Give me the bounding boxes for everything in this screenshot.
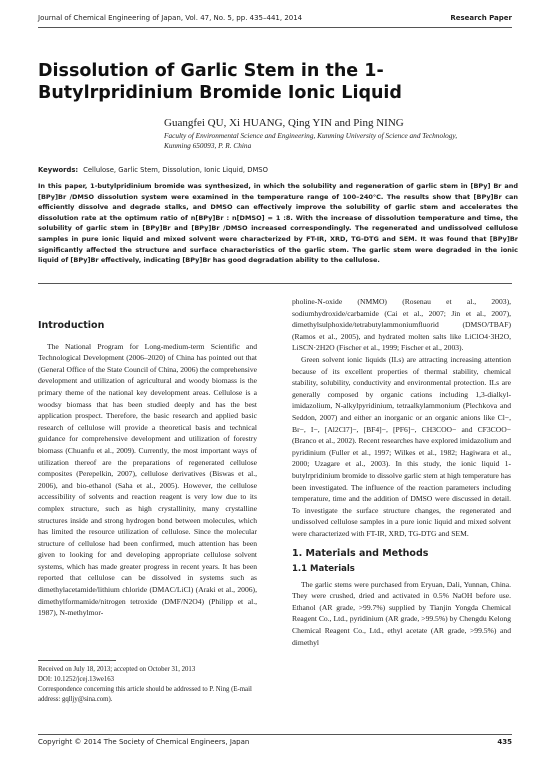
correspondence-note: Correspondence concerning this article should be addressed to P. Ning (E-mail address: gqlljy@sina.com). bbox=[38, 686, 252, 703]
abstract: In this paper, 1-butylpridinium bromide was synthesized, in which the solubility and regeneration of garlic stem in [BPy] Br and [BPy]Br /DMSO dissolution system were examined in the temperature range of 100–240°C. The results show that [BPy]Br can efficiently dissolve and degrade stalks, and DMSO can effectively improve the solubility of garlic stem and accelerates the dissolution rate at the optimum ratio of n[BPy]Br : n[DMSO] = 1 :8. With the increase of dissolution temperature and time, the solubility of garlic stem in [BPy]Br and [BPy]Br /DMSO increased correspondingly. The regenerated and undissolved cellulose samples in pure ionic liquid and mixed solvent were characterized by FT-IR, XRD, TG-DTG and SEM. It was found that [BPy]Br significantly affected the structure and surface characteristics of the garlic stem. The garlic stem were degraded in the ionic liquid of [BPy]Br effectively, indicating [BPy]Br has good degradation ability to the cellulose. bbox=[38, 182, 518, 265]
section-heading: 1. Materials and Methods bbox=[292, 548, 429, 560]
author-affiliation bbox=[164, 131, 457, 151]
received-date: Received on July 18, 2013; accepted on October 31, 2013 bbox=[38, 666, 196, 673]
abstract-divider bbox=[38, 283, 512, 284]
introduction-heading: Introduction bbox=[38, 320, 105, 331]
body-paragraph: The National Program for Long-medium-term Scientific and Technological Development (2006–2020) of China has pointed out that (General Office of the State Council of China, 2006) the comprehensive development and utilization of agricultural and woody biomass is the primary theme of the national key development areas. Cellulose is a woodsy biomass that has been studied deeply and has the best application prospect. Therefore, the basic research and applied basic research of cellulose will provide a theoretical basis and technical guidance for comprehensive development and utilization of forestry biomass (Chuanfu et al., 2009). Currently, the most important ways of utilization thereof are the preparations of regenerated cellulose composites (Perepelkin, 2007), cellulose derivatives (Biswas et al., 2006), and bio-ethanol (Saha et al., 2005). However, the cellulose accessibility of solvents and reaction reagent is very low due to its complex structure, such as high crystallinity, many crystalline structures inside and strong hydrogen bond between molecules, which has limited the resource utilization of cellulose. Since the molecular structure of cellulose had been confirmed, much attention has been given to looking for and developing appropriate cellulose solvent systems, which has made greater progress in recent years. It has been reported that cellulose can be dissolved in systems such as dimethylacetamide/lithium chloride (DMAC/LiCl) (Araki et al., 2006), dimethylformamide/nitrogen tetroxide (DMF/N2O4) (Philipp et al., 1987), N-methylmor- bbox=[38, 341, 257, 618]
journal-citation: Journal of Chemical Engineering of Japan, Vol. 47, No. 5, pp. 435–441, 2014 bbox=[38, 14, 303, 22]
author-list: Guangfei QU, Xi HUANG, Qing YIN and Ping NING bbox=[164, 117, 404, 129]
paper-type-label: Research Paper bbox=[450, 14, 512, 22]
keywords-text: Cellulose, Garlic Stem, Dissolution, Ionic Liquid, DMSO bbox=[83, 166, 268, 174]
right-column bbox=[292, 296, 511, 648]
keywords-line bbox=[38, 166, 268, 174]
running-header bbox=[38, 13, 512, 28]
affiliation-line: Kunming 650093, P. R. China bbox=[164, 141, 252, 150]
page-footer bbox=[38, 734, 512, 749]
body-paragraph: Green solvent ionic liquids (ILs) are attracting increasing attention because of its excellent properties of thermal stability, chemical stability, solubility, conductivity and environmental protection. ILs are generally composed by organic cations including 1,3-dialkyl-imidazolium, N-alkylpyridinium, tetraalkylammonium (Plechkova and Seddon, 2007) and either an inorganic or an organic anions like Cl−, Br−, I−, [Al2Cl7]−, [BF4]−, [PF6]−, CH3COO− and CF3COO− (Branco et al., 2002). Recent researches have explored imidazolium and pyridinium (Fuller et al., 1997; Wilkes et al., 1982; Hagiwara et al., 2000; Uzagare et al., 2003). In this study, the ionic liquid 1-butylrpridinium bromide to dissolve garlic stem at high temperature has been investigated. The influence of the reaction parameters including temperature, time and the addition of DMSO were discussed in detail. To investigate the surface structure changes, the regenerated and undissolved cellulose samples in a pure ionic liquid and mixed solvent were characterized with FT-IR, XRD, TG-DTG and SEM. bbox=[292, 354, 511, 538]
doi: DOI: 10.1252/jcej.13we163 bbox=[38, 676, 115, 683]
page-number: 435 bbox=[497, 738, 512, 746]
footnotes bbox=[38, 665, 258, 705]
subsection-heading: 1.1 Materials bbox=[292, 564, 355, 575]
affiliation-line: Faculty of Environmental Science and Engineering, Kunming University of Science and Technology, bbox=[164, 131, 458, 140]
keywords-label: Keywords: bbox=[38, 166, 79, 174]
body-paragraph: pholine-N-oxide (NMMO) (Rosenau et al., 2003), sodiumhydroxide/carbamide (Cai et al., 2007; Jin et al., 2007), dimethylsulphoxide/tetrabutylammoniumfluorid (DMSO/TBAF) (Ramos et al., 2005), and hydrated molten salts like LiClO4·3H2O, LiSCN·2H2O (Fischer et al., 1999; Fischer et al., 2003). bbox=[292, 297, 511, 353]
copyright-notice: Copyright © 2014 The Society of Chemical Engineers, Japan bbox=[38, 738, 250, 746]
footnote-divider bbox=[38, 660, 116, 661]
body-paragraph: The garlic stems were purchased from Eryuan, Dali, Yunnan, China. They were crushed, dried and activated in 0.5% NaOH before use. Ethanol (AR grade, >99.7%) supplied by Tianjin Yongda Chemical Reagent Co., Ltd., pyridinium (AR grade, >99.5%) by Chengdu Kelong Chemical Reagent Co., Ltd., ethyl acetate (AR grade, >99.5%) and dimethyl bbox=[292, 579, 511, 647]
left-column bbox=[38, 320, 257, 619]
article-title: Dissolution of Garlic Stem in the 1-Butylrpridinium Bromide Ionic Liquid bbox=[38, 61, 402, 103]
